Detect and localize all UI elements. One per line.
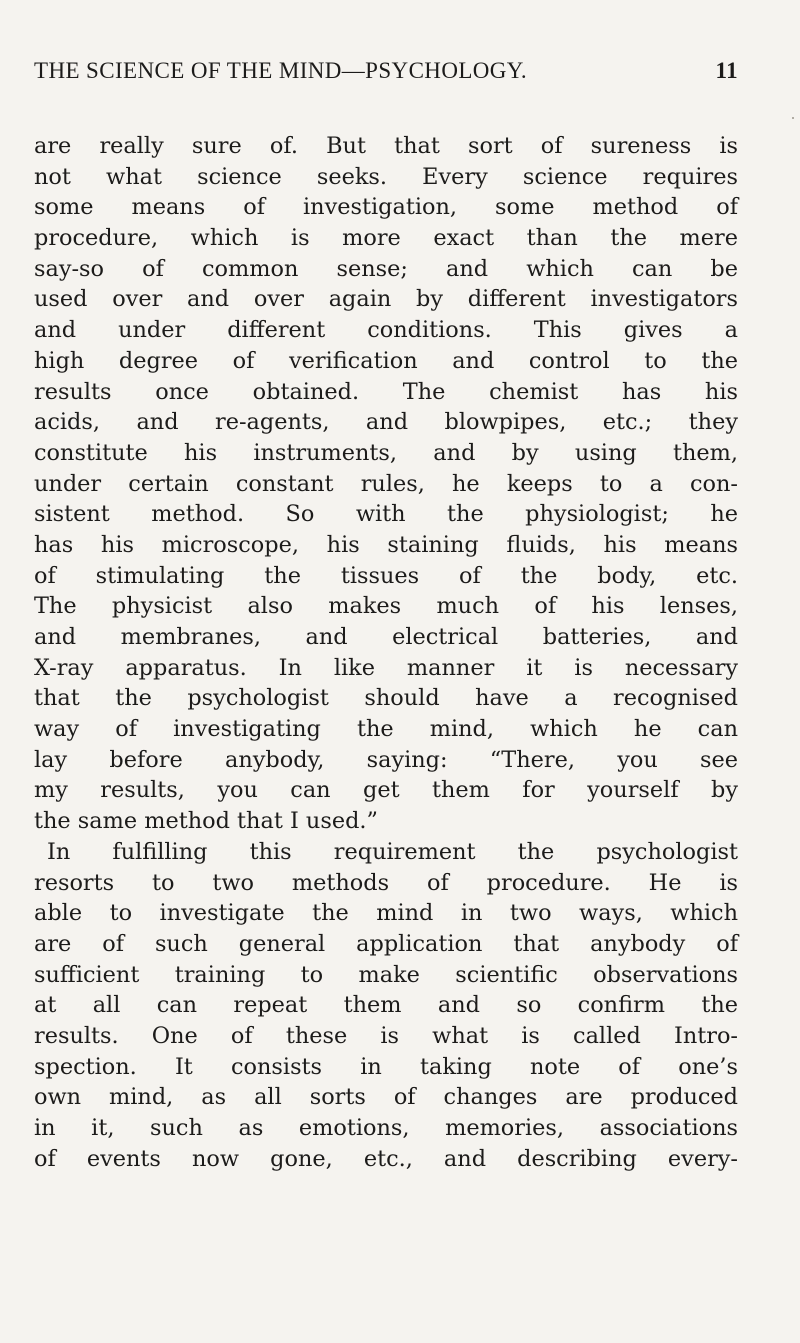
- text-line: my results, you can get them for yourself by: [34, 777, 738, 804]
- body-text: [34, 131, 738, 1174]
- text-line: sistent method. So with the physiologist; he: [34, 501, 738, 528]
- text-line: acids, and re-agents, and blowpipes, etc.; they: [34, 409, 738, 436]
- text-line: of events now gone, etc., and describing every-: [34, 1145, 738, 1172]
- page-number: 11: [715, 58, 738, 83]
- text-line: spection. It consists in taking note of one’s: [34, 1053, 738, 1080]
- text-line: at all can repeat them and so confirm the: [34, 992, 738, 1019]
- text-line: way of investigating the mind, which he can: [34, 716, 738, 743]
- text-line: high degree of verification and control to the: [34, 347, 738, 374]
- text-line: The physicist also makes much of his lenses,: [34, 593, 738, 620]
- text-line: has his microscope, his staining fluids, his means: [34, 531, 738, 558]
- text-line: and membranes, and electrical batteries, and: [34, 624, 738, 650]
- text-line: In fulfilling this requirement the psychologist: [47, 838, 738, 865]
- text-line: sufficient training to make scientific observations: [34, 961, 738, 988]
- paper-speck: [792, 117, 794, 119]
- text-line: that the psychologist should have a recognised: [34, 685, 738, 712]
- text-line: say-so of common sense; and which can be: [34, 255, 738, 282]
- text-line: under certain constant rules, he keeps to a con-: [34, 470, 738, 497]
- text-line: are of such general application that anybody of: [34, 930, 738, 957]
- text-line: results. One of these is what is called Intro-: [34, 1022, 738, 1049]
- text-line: X-ray apparatus. In like manner it is necessary: [34, 654, 738, 681]
- text-line: results once obtained. The chemist has his: [34, 378, 738, 405]
- text-line: own mind, as all sorts of changes are produced: [34, 1084, 738, 1111]
- text-line: used over and over again by different investigators: [34, 286, 738, 313]
- text-line: not what science seeks. Every science requires: [34, 163, 738, 190]
- text-line: and under different conditions. This gives a: [34, 317, 738, 344]
- text-line: of stimulating the tissues of the body, etc.: [34, 562, 738, 589]
- text-line: are really sure of. But that sort of sureness is: [34, 133, 738, 159]
- text-line: procedure, which is more exact than the mere: [34, 225, 738, 252]
- text-line: lay before anybody, saying: “There, you see: [34, 746, 738, 773]
- text-line: resorts to two methods of procedure. He is: [34, 869, 738, 896]
- running-title: THE SCIENCE OF THE MIND—PSYCHOLOGY.: [34, 58, 527, 83]
- text-line: in it, such as emotions, memories, associations: [34, 1115, 738, 1141]
- text-line: constitute his instruments, and by using them,: [34, 439, 738, 466]
- running-head: [34, 58, 738, 92]
- text-line: able to investigate the mind in two ways, which: [34, 900, 738, 927]
- text-line: some means of investigation, some method of: [34, 194, 738, 221]
- text-line: the same method that I used.”: [34, 808, 378, 835]
